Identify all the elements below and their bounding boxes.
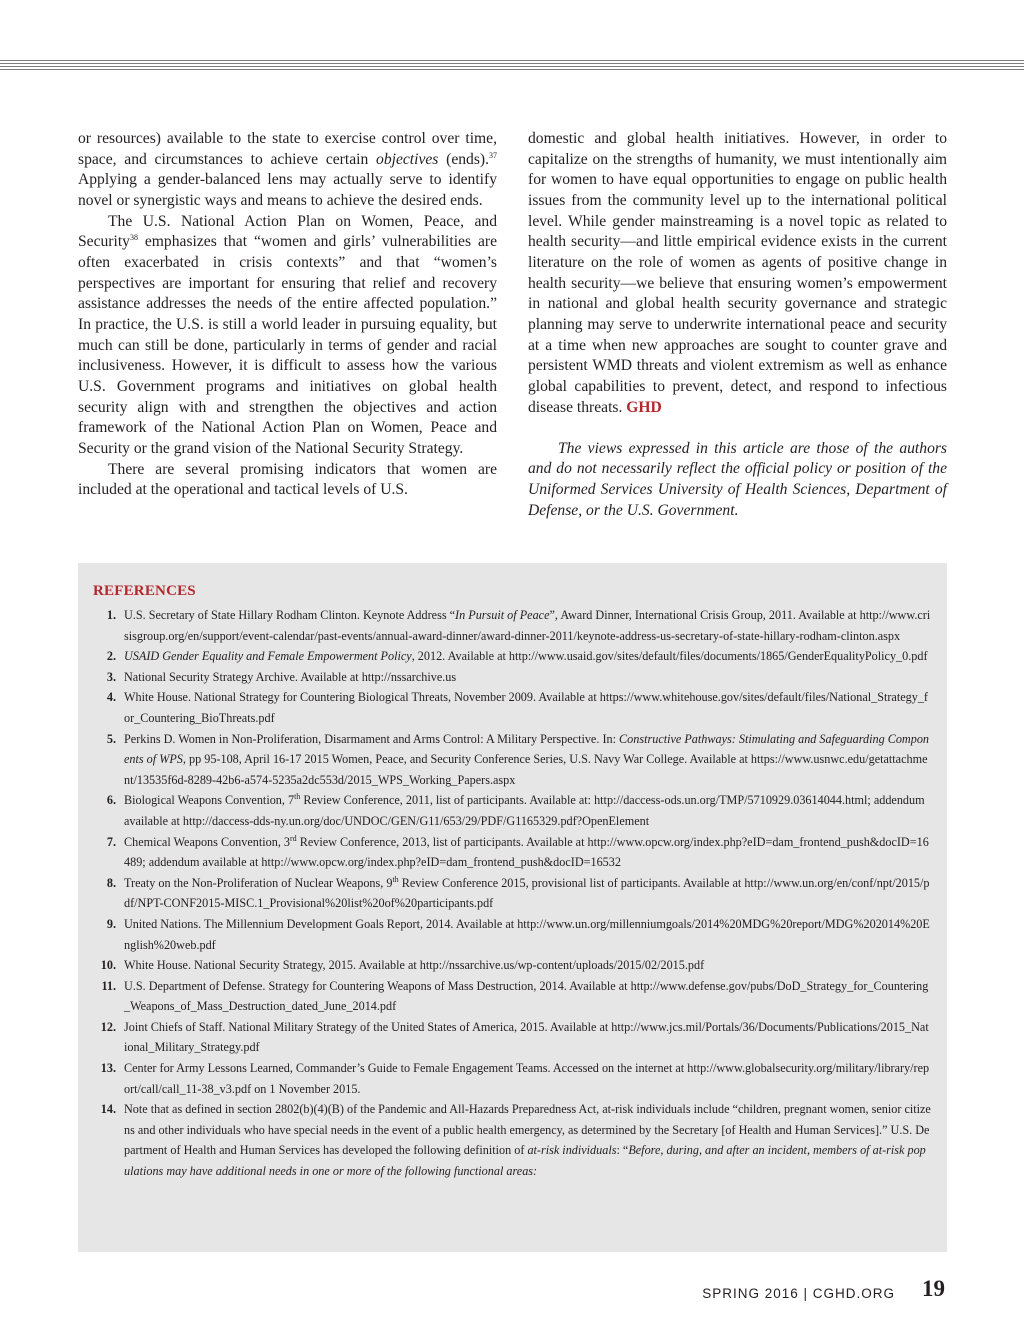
reference-item: 14. Note that as defined in section 2802(b)(4)(B) of the Pandemic and All-Hazards Preparedness Act, at-risk individuals include “children, pregnant women, senior citizens and other individuals who have special needs in the event of a public health emergency, as determined by the Secretary [of Health and Human Services].” U.S. Department of Health and Human Services has developed the following definition of at-risk individuals: “Before, during, and after an incident, members of at-risk populations may have additional needs in one or more of the following functional areas: (100, 1102, 931, 1179)
reference-item: 3. National Security Strategy Archive. Available at http://nssarchive.us (106, 669, 457, 684)
reference-item: 10. White House. National Security Strategy, 2015. Available at http://nssarchive.us/wp-content/uploads/2015/02/2015.pdf (100, 958, 705, 973)
reference-item: 9. United Nations. The Millennium Development Goals Report, 2014. Available at http://www.un.org/millenniumgoals/2014%20MDG%20report/MDG%202014%20English%20web.pdf (106, 916, 930, 952)
spacer (528, 418, 947, 439)
references-box (78, 563, 947, 1252)
reference-item: 1. U.S. Secretary of State Hillary Rodham Clinton. Keynote Address “In Pursuit of Peace”, Award Dinner, International Crisis Group, 2011. Available at http://www.crisisgroup.org/en/support/event-calendar/past-events/annual-award-dinner/award-dinner-2011/keynote-address-us-secretary-of-state-hillary-rodham-clinton.aspx (106, 608, 931, 643)
references-list (78, 605, 947, 1182)
paragraph: There are several promising indicators that women are included at the operational and tactical levels of U.S. (78, 460, 497, 499)
reference-item: 12. Joint Chiefs of Staff. National Military Strategy of the United States of America, 2015. Available at http://www.jcs.mil/Portals/36/Documents/Publications/2015_National_Military_Strategy.pdf (100, 1019, 929, 1055)
reference-item: 11. U.S. Department of Defense. Strategy for Countering Weapons of Mass Destruction, 2014. Available at http://www.defense.gov/pubs/DoD_Strategy_for_Countering_Weapons_of_Mass_Destruction_dated_June_2014.pdf (101, 978, 929, 1014)
header-rule (0, 69, 1024, 70)
footnote-ref[interactable]: 38 (129, 233, 138, 243)
paragraph: domestic and global health initiatives. However, in order to capitalize on the strengths of humanity, we must intentionally aim for women to have equal opportunities to engage on public health issues from the community level up to the international political level. While gender mainstreaming is a novel topic as related to health security—and little empirical evidence exists in the current literature on the role of women as agents of positive change in health security—we believe that ensuring women’s empowerment in national and global health security governance and strategic planning may serve to underwrite international peace and security at a time when new approaches are sought to counter grave and persistent WMD threats and violent extremism as well as enhance global capabilities to prevent, detect, and respond to infectious disease threats. GHD (528, 130, 947, 416)
reference-item: 5. Perkins D. Women in Non-Proliferation, Disarmament and Arms Control: A Military Perspective. In: Constructive Pathways: Stimulating and Safeguarding Components of WPS, pp 95-108, April 16-17 2015 Women, Peace, and Security Conference Series, U.S. Navy War College. Available at https://www.usnwc.edu/getattachment/13535f6d-8289-42b6-a574-5235a2dc553d/2015_WPS_Working_Papers.aspx (106, 731, 930, 787)
paragraph: The U.S. National Action Plan on Women, Peace, and Security$^{38}$ emphasizes that “women and girls’ vulnerabilities are often exacerbated in crisis contexts” and that “women’s perspectives are important for ensuring that relief and recovery assistance addresses the needs of the entire affected population.” In practice, the U.S. is still a world leader in pursuing equality, but much can still be done, particularly in terms of gender and racial inclusiveness. However, it is difficult to assess how the various U.S. Government programs and initiatives on global health security align with and strengthen the objectives and action framework of the National Action Plan on Women, Peace and Security or the grand vision of the National Security Strategy. (78, 212, 497, 457)
ghd-end-mark: GHD (626, 398, 662, 416)
header-rule (0, 63, 1024, 64)
left-column (78, 129, 497, 501)
reference-item: 2. USAID Gender Equality and Female Empowerment Policy, 2012. Available at http://www.usaid.gov/sites/default/files/documents/1865/GenderEqualityPolicy_0.pdf (106, 649, 928, 664)
reference-item: 13. Center for Army Lessons Learned, Commander’s Guide to Female Engagement Teams. Accessed on the internet at http://www.globalsecurity.org/military/library/report/call/call_11-38_v3.pdf on 1 November 2015. (100, 1061, 930, 1096)
right-column (528, 129, 947, 521)
footnote-ref[interactable]: 37 (489, 150, 497, 160)
header-rule (0, 66, 1024, 67)
footer-issue-site: SPRING 2016 | CGHD.ORG (702, 1286, 895, 1301)
reference-item: 4. White House. National Strategy for Countering Biological Threats, November 2009. Available at https://www.whitehouse.gov/sites/default/files/National_Strategy_for_Countering_BioThreats.pdf (106, 690, 928, 725)
references-heading: REFERENCES (93, 583, 196, 599)
reference-item: 6. Biological Weapons Convention, 7th Review Conference, 2011, list of participants. Available at: http://daccess-ods.un.org/TMP/5710929.03614044.html; addendum available at http://daccess-dds-ny.un.org/doc/UNDOC/GEN/G11/653/29/PDF/G1165329.pdf?OpenElement (106, 792, 925, 828)
paragraph: or resources) available to the state to exercise control over time, space, and circumstances to achieve certain objectives (ends).$^{37}$ Applying a gender-balanced lens may actually serve to identify novel or synergistic ways and means to achieve the desired ends. (78, 130, 497, 209)
header-rule (0, 60, 1024, 61)
reference-item: 8. Treaty on the Non-Proliferation of Nuclear Weapons, 9th Review Conference 2015, provisional list of participants. Available at http://www.un.org/en/conf/npt/2015/pdf/NPT-CONF2015-MISC.1_Provisional%20list%20of%20participants.pdf (106, 874, 930, 911)
page-number: 19 (922, 1276, 945, 1301)
reference-item: 7. Chemical Weapons Convention, 3rd Review Conference, 2013, list of participants. Available at http://www.opcw.org/index.php?eID=dam_frontend_push&docID=16489; addendum available at http://www.opcw.org/index.php?eID=dam_frontend_push&docID=16532 (106, 833, 929, 870)
disclaimer: The views expressed in this article are those of the authors and do not necessarily reflect the official policy or position of the Uniformed Services University of Health Sciences, Department of Defense, or the U.S. Government. (528, 439, 947, 519)
